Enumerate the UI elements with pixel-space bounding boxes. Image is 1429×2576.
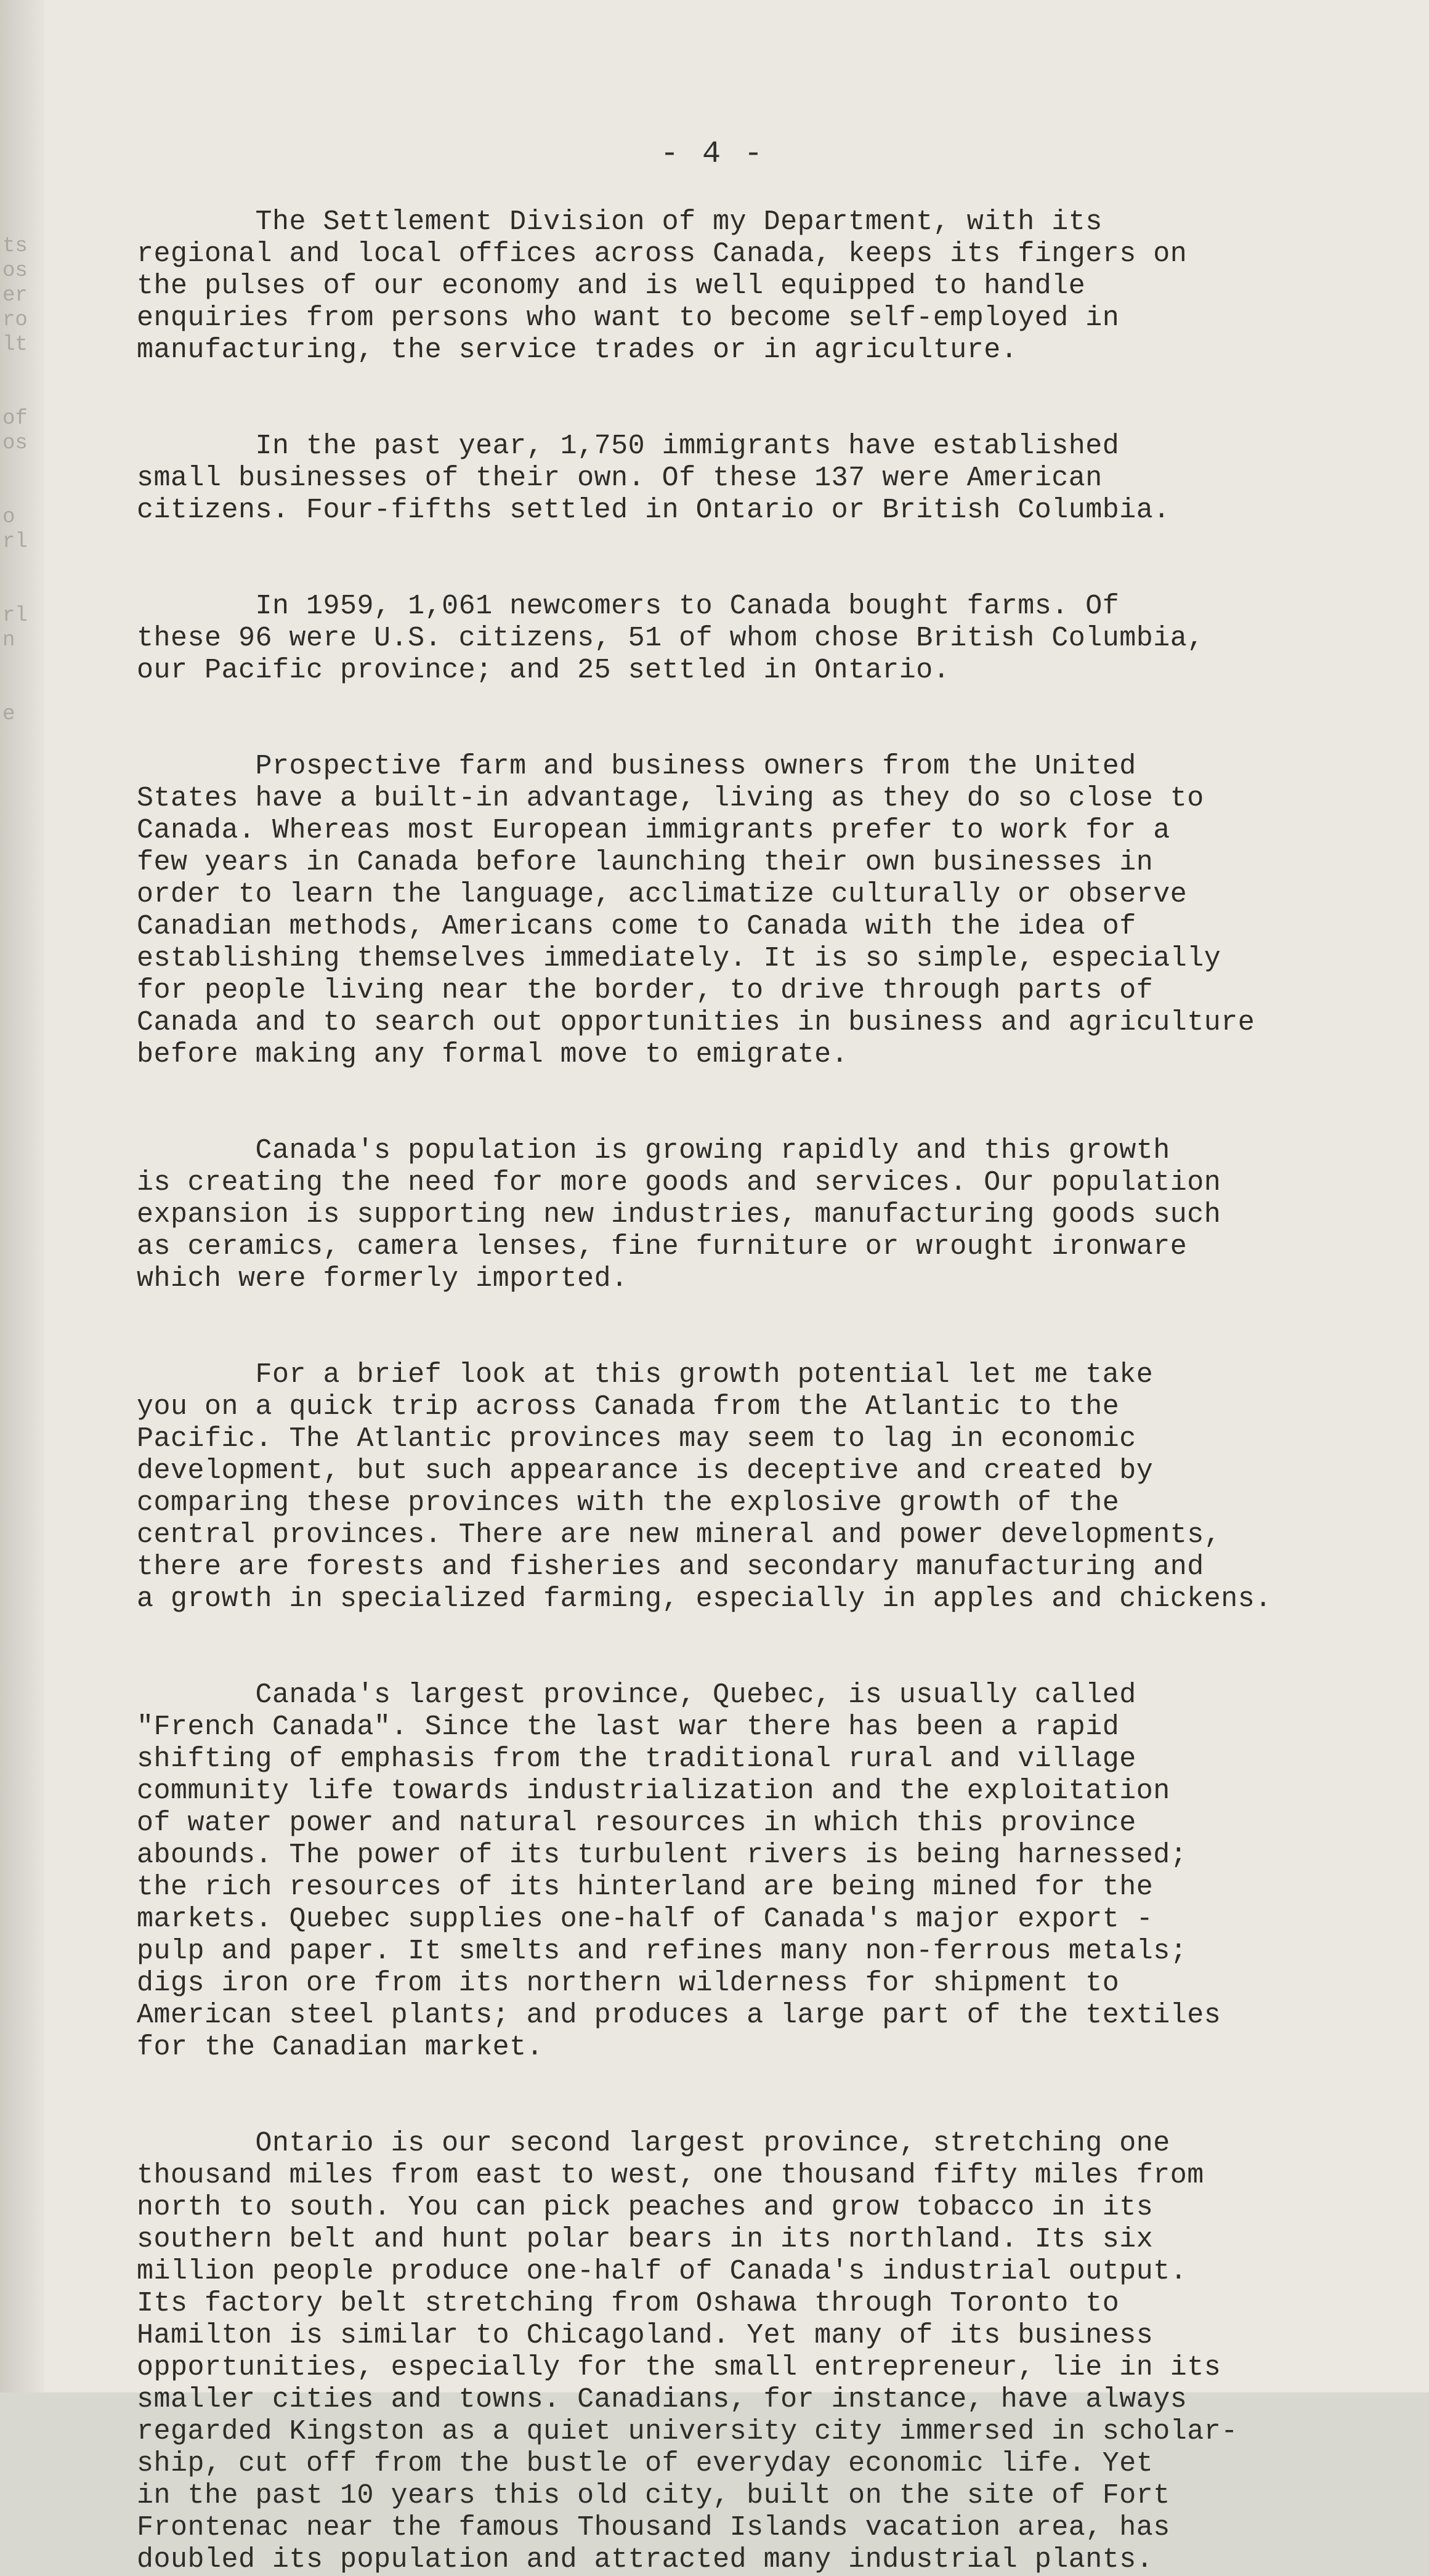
text-line: regarded Kingston as a quiet university city immersed in scholar- [137,2416,1238,2447]
text-line: Canada and to search out opportunities in business and agriculture [137,1007,1255,1038]
margin-mark: lt [2,333,28,357]
text-line: Frontenac near the famous Thousand Islands vacation area, has [137,2512,1170,2543]
text-line: regional and local offices across Canada, keeps its fingers on [137,238,1188,270]
margin-mark: o [2,506,15,529]
text-line: community life towards industrialization and the exploitation [137,1775,1170,1807]
text-line: abounds. The power of its turbulent rivers is being harnessed; [137,1839,1188,1871]
scan-edge [0,0,46,2392]
text-line: Pacific. The Atlantic provinces may seem to lag in economic [137,1423,1136,1455]
text-line: development, but such appearance is deceptive and created by [137,1455,1154,1487]
text-line: southern belt and hunt polar bears in its northland. Its six [137,2224,1154,2255]
text-line: enquiries from persons who want to become self-employed in [137,302,1120,334]
text-line: few years in Canada before launching their own businesses in [137,847,1154,878]
text-line: The Settlement Division of my Department, with its [137,206,1103,238]
text-line: our Pacific province; and 25 settled in Ontario. [137,655,950,686]
text-line: digs iron ore from its northern wilderness for shipment to [137,1968,1120,1999]
text-line: the pulses of our economy and is well equipped to handle [137,270,1086,302]
text-line: "French Canada". Since the last war there has been a rapid [137,1711,1120,1743]
margin-mark: rl [2,530,28,554]
text-line: for the Canadian market. [137,2032,544,2063]
text-line: In 1959, 1,061 newcomers to Canada bought farms. Of [137,591,1120,622]
paragraph [137,1359,1406,1615]
paragraph [137,1135,1406,1295]
text-line: these 96 were U.S. citizens, 51 of whom chose British Columbia, [137,623,1204,654]
text-line: million people produce one-half of Canada's industrial output. [137,2256,1188,2287]
margin-mark: ts [2,235,28,258]
margin-mark: er [2,284,28,307]
margin-mark: of [2,407,28,430]
text-line: American steel plants; and produces a large part of the textiles [137,2000,1221,2031]
text-line: Its factory belt stretching from Oshawa through Toronto to [137,2288,1120,2319]
margin-mark: os [2,259,28,283]
text-line: In the past year, 1,750 immigrants have established [137,430,1120,462]
text-line: For a brief look at this growth potential let me take [137,1359,1154,1391]
text-line: before making any formal move to emigrate. [137,1039,849,1070]
text-line: Prospective farm and business owners from the United [137,751,1136,782]
text-line: ship, cut off from the bustle of everyday economic life. Yet [137,2448,1154,2479]
text-line: shifting of emphasis from the traditional rural and village [137,1743,1136,1775]
paragraph [137,751,1406,1071]
text-line: Canadian methods, Americans come to Canada with the idea of [137,911,1136,942]
paragraph [137,430,1406,527]
text-line: north to south. You can pick peaches and grow tobacco in its [137,2192,1154,2223]
text-line: Canada. Whereas most European immigrants prefer to work for a [137,815,1170,846]
text-line: central provinces. There are new mineral and power developments, [137,1519,1221,1551]
text-line: Canada's largest province, Quebec, is usually called [137,1679,1136,1711]
document-page [44,0,1429,2575]
text-line: the rich resources of its hinterland are being mined for the [137,1871,1154,1903]
text-line: opportunities, especially for the small entrepreneur, lie in its [137,2352,1221,2383]
margin-mark: e [2,703,15,726]
text-line: Canada's population is growing rapidly and this growth [137,1135,1170,1166]
text-line: Ontario is our second largest province, stretching one [137,2128,1170,2159]
text-line: thousand miles from east to west, one thousand fifty miles from [137,2160,1204,2191]
margin-mark: n [2,629,15,652]
text-line: which were formerly imported. [137,1263,628,1294]
text-line: small businesses of their own. Of these 137 were American [137,462,1103,494]
document-body [137,206,1406,2576]
text-line: there are forests and fisheries and secondary manufacturing and [137,1551,1204,1583]
text-line: smaller cities and towns. Canadians, for instance, have always [137,2384,1188,2415]
text-line: manufacturing, the service trades or in agriculture. [137,334,1018,366]
text-line: a growth in specialized farming, especially in apples and chickens. [137,1583,1272,1615]
margin-bleed-through [2,234,39,727]
paragraph [137,1679,1406,2064]
text-line: comparing these provinces with the explosive growth of the [137,1487,1120,1519]
text-line: expansion is supporting new industries, manufacturing goods such [137,1199,1221,1230]
text-line: markets. Quebec supplies one-half of Canada's major export - [137,1904,1154,1935]
text-line: as ceramics, camera lenses, fine furniture or wrought ironware [137,1231,1188,1262]
text-line: you on a quick trip across Canada from the Atlantic to the [137,1391,1120,1423]
text-line: establishing themselves immediately. It is so simple, especially [137,943,1221,974]
text-line: order to learn the language, acclimatize culturally or observe [137,879,1188,910]
margin-mark: os [2,432,28,455]
text-line: Hamilton is similar to Chicagoland. Yet many of its business [137,2320,1154,2351]
text-line: in the past 10 years this old city, built on the site of Fort [137,2480,1170,2511]
text-line: doubled its population and attracted many industrial plants. [137,2544,1154,2575]
page-number: - 4 - [660,137,766,172]
text-line: citizens. Four-fifths settled in Ontario or British Columbia. [137,495,1170,526]
text-line: of water power and natural resources in which this province [137,1807,1136,1839]
paragraph [137,206,1406,366]
text-line: for people living near the border, to drive through parts of [137,975,1154,1006]
margin-mark: ro [2,309,28,332]
paragraph [137,591,1406,687]
margin-mark: rl [2,604,28,628]
text-line: pulp and paper. It smelts and refines many non-ferrous metals; [137,1936,1188,1967]
text-line: is creating the need for more goods and services. Our population [137,1167,1221,1198]
text-line: States have a built-in advantage, living as they do so close to [137,783,1204,814]
paragraph [137,2128,1406,2576]
